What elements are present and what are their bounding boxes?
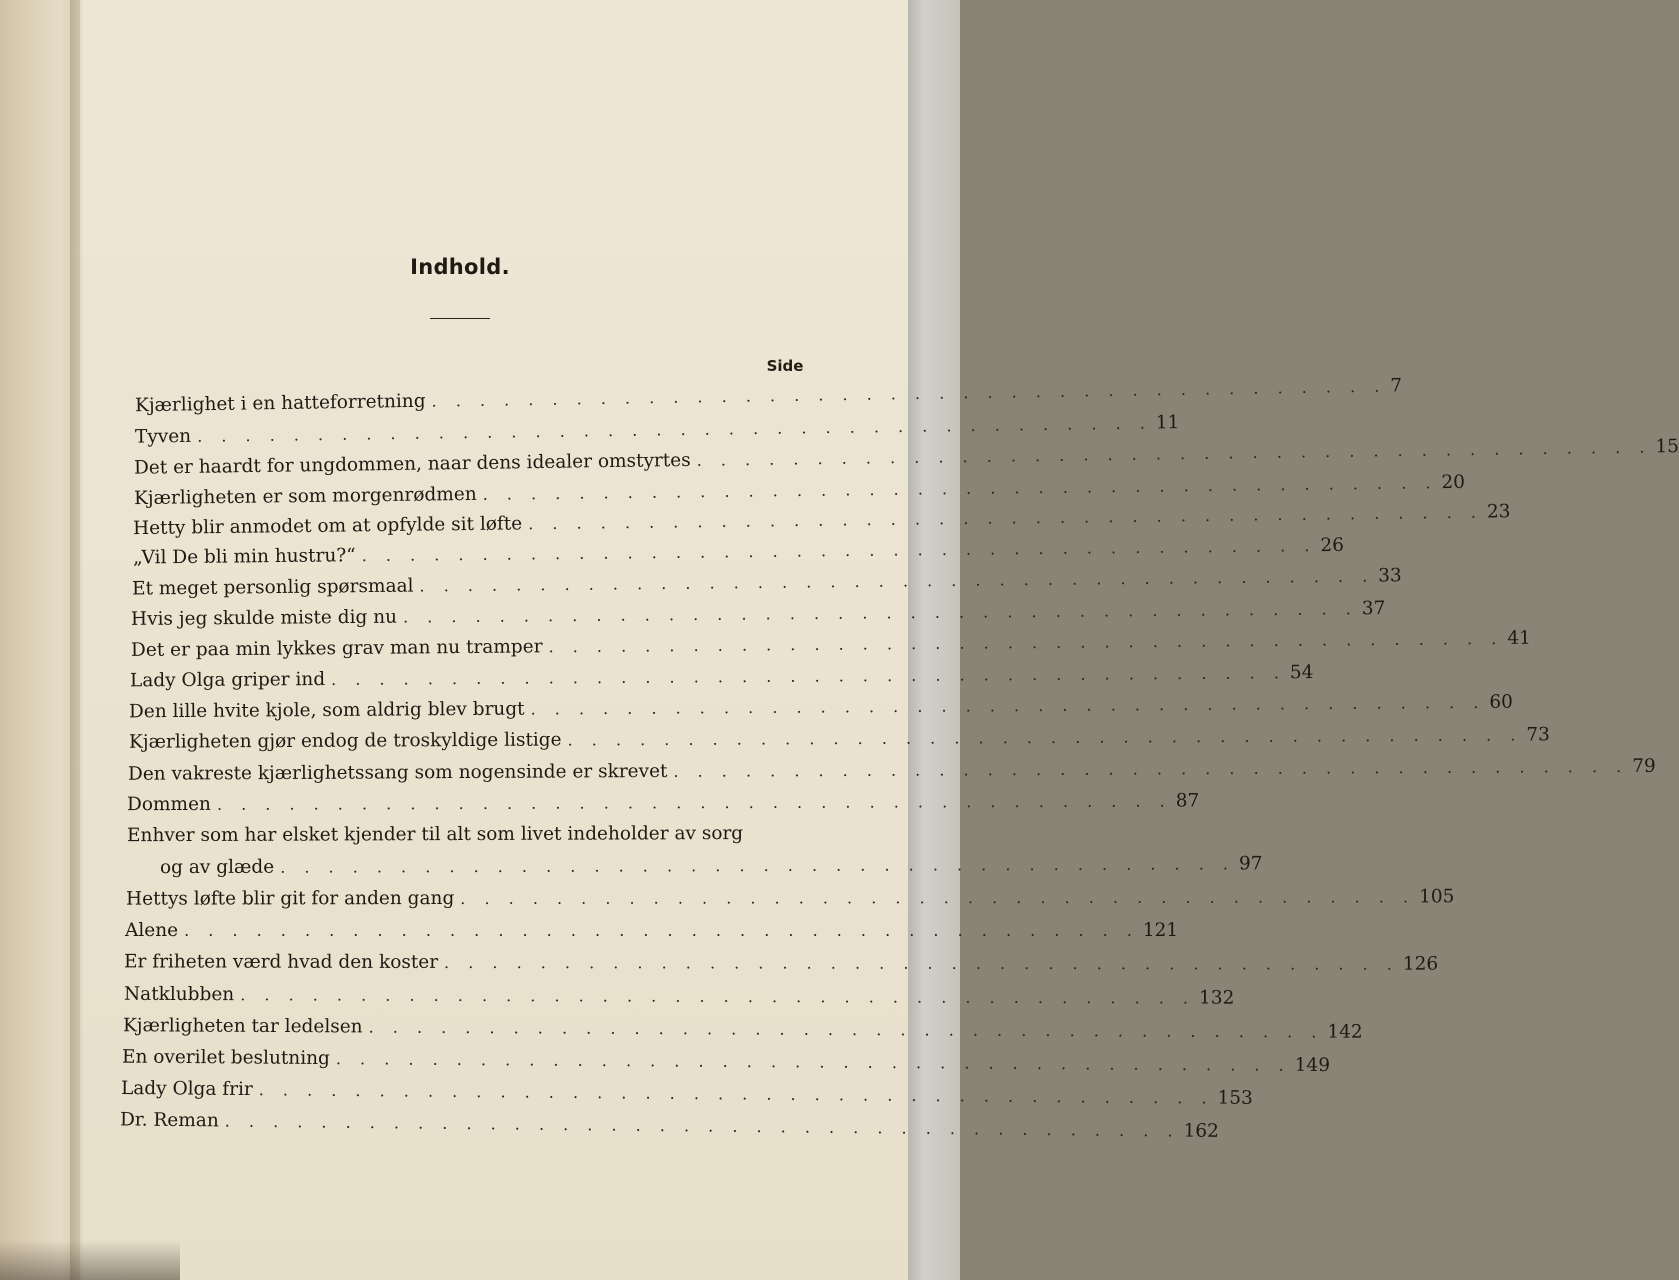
- chapter-page-number: 7: [1390, 375, 1403, 397]
- leader-dots: . . . . . . . . . . . . . . . . . . . . . . . . . . . . . . . . . . . . . . . .: [240, 985, 1196, 1008]
- chapter-page-number: 121: [1142, 920, 1179, 941]
- chapter-page-number: 87: [1175, 790, 1200, 812]
- chapter-page-number: 162: [1183, 1120, 1219, 1142]
- toc-entry: [123, 949, 1439, 976]
- chapter-page-number: 149: [1294, 1054, 1331, 1077]
- chapter-title: Dommen: [126, 793, 211, 816]
- leader-dots: . . . . . . . . . . . . . . . . . . . . . . . . . . . . . . . . . . . . . . . .: [528, 502, 1484, 534]
- toc-entry-line: [127, 821, 804, 849]
- chapter-title-continuation: og av glæde: [159, 856, 275, 879]
- chapter-title: Hettys løfte blir git for anden gang: [125, 888, 455, 910]
- toc-entry: [130, 627, 1531, 664]
- leader-dots: . . . . . . . . . . . . . . . . . . . . . . . . . . . . . . . . . . . . . . . .: [331, 663, 1286, 689]
- leader-dots: . . . . . . . . . . . . . . . . . . . . . . . . . . . . . . . . . . . . . . . .: [548, 628, 1504, 657]
- toc-title: Indhold.: [410, 255, 510, 279]
- chapter-title: Det er haardt for ungdommen, naar dens idealer omstyrtes: [133, 449, 691, 479]
- chapter-title: Tyven: [134, 425, 192, 448]
- toc-entry: [122, 1013, 1363, 1043]
- toc-entry: [125, 918, 1179, 944]
- chapter-page-number: 60: [1489, 691, 1513, 713]
- chapter-title: Et meget personlig spørsmaal: [131, 575, 414, 600]
- page-column-header: Side: [766, 357, 804, 375]
- chapter-page-number: 41: [1507, 627, 1531, 649]
- chapter-page-number: 105: [1419, 886, 1455, 908]
- chapter-page-number: 132: [1199, 987, 1235, 1009]
- toc-entry: [121, 1045, 1331, 1077]
- chapter-page-number: 26: [1320, 534, 1345, 557]
- leader-dots: . . . . . . . . . . . . . . . . . . . . . . . . . . . . . . . . . . . . . . . .: [567, 725, 1523, 750]
- leader-dots: . . . . . . . . . . . . . . . . . . . . . . . . . . . . . . . . . . . . . . . .: [431, 376, 1387, 411]
- chapter-title: Alene: [125, 920, 179, 941]
- chapter-title: Kjærligheten er som morgenrødmen: [133, 483, 477, 510]
- chapter-title: Kjærlighet i en hatteforretning: [134, 390, 426, 417]
- leader-dots: . . . . . . . . . . . . . . . . . . . . . . . . . . . . . . . . . . . . . . . .: [460, 887, 1416, 909]
- chapter-title: Dr. Reman: [119, 1109, 219, 1132]
- leader-dots: . . . . . . . . . . . . . . . . . . . . . . . . . . . . . . . . . . . . . . . .: [419, 566, 1375, 596]
- chapter-title: En overilet beslutning: [121, 1046, 331, 1070]
- chapter-page-number: 79: [1632, 755, 1656, 777]
- toc-entry: [126, 790, 1200, 818]
- chapter-title: Er friheten værd hvad den koster: [123, 951, 439, 973]
- chapter-title: Enhver som har elsket kjender til alt som livet indeholder av sorg: [126, 823, 744, 847]
- chapter-title: Lady Olga frir: [120, 1077, 253, 1101]
- toc-entry: [125, 885, 1455, 912]
- chapter-page-number: 11: [1155, 412, 1180, 434]
- toc-entry: [128, 724, 1550, 756]
- chapter-page-number: 97: [1238, 853, 1263, 875]
- leader-dots: . . . . . . . . . . . . . . . . . . . . . . . . . . . . . . . . . . . . . . . .: [280, 854, 1235, 877]
- leader-dots: . . . . . . . . . . . . . . . . . . . . . . . . . . . . . . . . . . . . . . . .: [361, 536, 1317, 566]
- toc-entry: [130, 597, 1386, 633]
- toc-entry: [132, 534, 1345, 571]
- chapter-title: Hvis jeg skulde miste dig nu: [130, 606, 398, 630]
- toc-entry: [132, 501, 1511, 542]
- chapter-title: Natklubben: [123, 983, 235, 1006]
- toc-entry: [123, 982, 1235, 1010]
- toc-entry: [128, 691, 1513, 726]
- chapter-page-number: 33: [1378, 565, 1402, 587]
- toc-entry: [119, 1107, 1219, 1142]
- leader-dots: . . . . . . . . . . . . . . . . . . . . . . . . . . . . . . . . . . . . . . . .: [482, 473, 1438, 504]
- chapter-title: Kjærligheten gjør endog de troskyldige listige: [128, 729, 562, 753]
- chapter-page-number: 126: [1402, 953, 1439, 975]
- toc-entry: [129, 662, 1314, 695]
- toc-entry: [134, 375, 1403, 420]
- leader-dots: . . . . . . . . . . . . . . . . . . . . . . . . . . . . . . . . . . . . . . . .: [696, 437, 1652, 470]
- chapter-page-number: 37: [1361, 597, 1386, 620]
- chapter-page-number: 142: [1327, 1021, 1363, 1043]
- chapter-title: Lady Olga griper ind: [129, 668, 326, 692]
- leader-dots: . . . . . . . . . . . . . . . . . . . . . . . . . . . . . . . . . . . . . . . .: [444, 952, 1399, 974]
- chapter-page-number: 23: [1486, 501, 1511, 523]
- leader-dots: . . . . . . . . . . . . . . . . . . . . . . . . . . . . . . . . . . . . . . . .: [335, 1049, 1291, 1075]
- chapter-title: Den vakreste kjærlighetssang som nogensinde er skrevet: [127, 760, 668, 785]
- toc-entry: [134, 412, 1180, 450]
- chapter-page-number: 20: [1441, 471, 1466, 494]
- chapter-page-number: 54: [1289, 662, 1314, 684]
- chapter-page-number: 153: [1217, 1087, 1253, 1109]
- leader-dots: . . . . . . . . . . . . . . . . . . . . . . . . . . . . . . . . . . . . . . . .: [258, 1080, 1214, 1108]
- toc-entry: [159, 853, 1263, 881]
- chapter-title: „Vil De bli min hustru?“: [132, 545, 356, 569]
- leader-dots: . . . . . . . . . . . . . . . . . . . . . . . . . . . . . . . . . . . . . . . .: [673, 756, 1629, 781]
- toc-entry: [120, 1076, 1253, 1109]
- leader-dots: . . . . . . . . . . . . . . . . . . . . . . . . . . . . . . . . . . . . . . . .: [216, 791, 1172, 814]
- leader-dots: . . . . . . . . . . . . . . . . . . . . . . . . . . . . . . . . . . . . . . . .: [402, 599, 1358, 627]
- leader-dots: . . . . . . . . . . . . . . . . . . . . . . . . . . . . . . . . . . . . . . . .: [224, 1111, 1180, 1141]
- toc-entry: [127, 755, 1656, 788]
- toc-entry: [133, 471, 1466, 512]
- chapter-title: Det er paa min lykkes grav man nu tramper: [130, 636, 543, 661]
- leader-dots: . . . . . . . . . . . . . . . . . . . . . . . . . . . . . . . . . . . . . . . .: [368, 1017, 1324, 1042]
- leader-dots: . . . . . . . . . . . . . . . . . . . . . . . . . . . . . . . . . . . . . . . .: [530, 692, 1486, 719]
- leader-dots: . . . . . . . . . . . . . . . . . . . . . . . . . . . . . . . . . . . . . . . .: [184, 921, 1139, 940]
- chapter-title: Kjærligheten tar ledelsen: [122, 1015, 363, 1038]
- chapter-page-number: 73: [1526, 724, 1550, 746]
- toc-entry: [131, 565, 1402, 602]
- chapter-page-number: 15: [1655, 436, 1679, 458]
- chapter-title: Hetty blir anmodet om at opfylde sit løfte: [132, 513, 523, 540]
- leader-dots: . . . . . . . . . . . . . . . . . . . . . . . . . . . . . . . . . . . . . . . .: [196, 413, 1152, 446]
- chapter-title: Den lille hvite kjole, som aldrig blev brugt: [128, 698, 525, 723]
